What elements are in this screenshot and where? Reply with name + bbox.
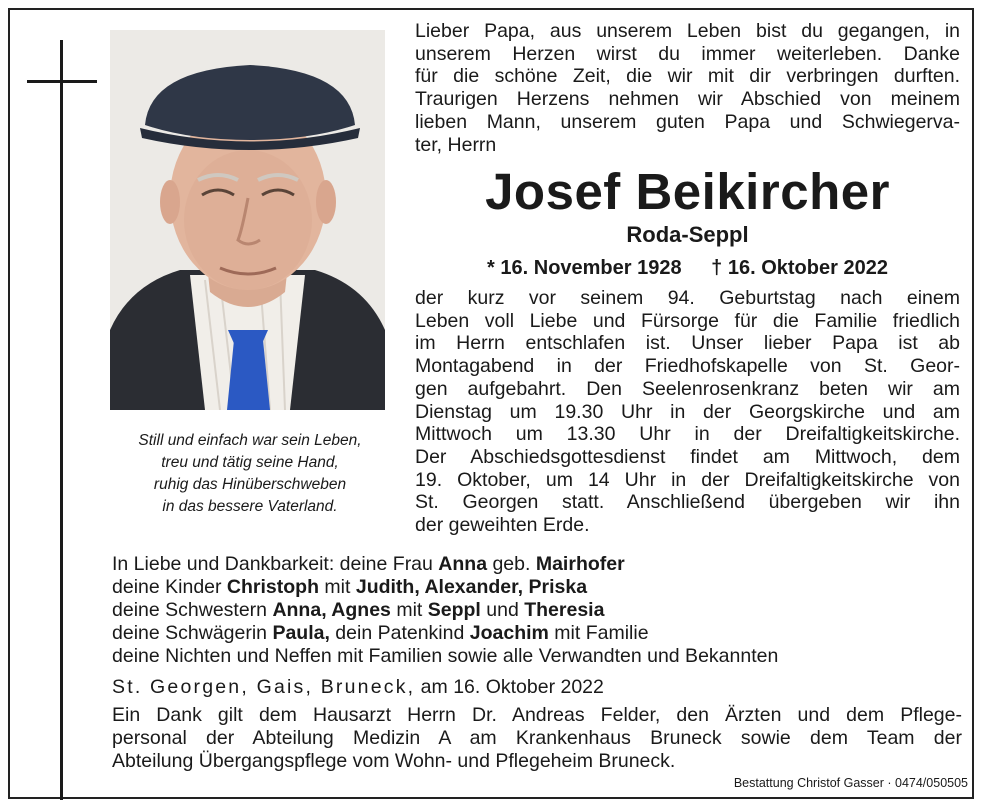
place-and-date bbox=[112, 676, 604, 699]
family-text: mit bbox=[390, 599, 428, 621]
family-line: deine Nichten und Neffen mit Familien sowie alle Verwandten und Bekannten bbox=[112, 645, 779, 667]
deceased-name: Josef Beikircher bbox=[485, 163, 890, 220]
family-text: deine Schwestern bbox=[112, 599, 273, 621]
family-line bbox=[112, 553, 962, 576]
poem-line: in das bessere Vaterland. bbox=[162, 498, 338, 515]
body-line: gen aufgebahrt. Den Seelenrosenkranz beten wir am bbox=[415, 377, 960, 400]
cross-icon bbox=[60, 40, 63, 800]
thanks-text bbox=[112, 704, 962, 773]
family-list bbox=[112, 553, 962, 668]
cross-icon-bar bbox=[27, 80, 97, 83]
body-line: Dienstag um 19.30 Uhr in der Georgskirche und am bbox=[415, 400, 960, 423]
thanks-line: Ein Dank gilt dem Hausarzt Herrn Dr. Andreas Felder, den Ärzten und dem Pflege- bbox=[112, 704, 962, 726]
body-line: im Herrn entschlafen ist. Unser lieber Papa ist ab bbox=[415, 332, 960, 355]
family-name: Anna, Agnes bbox=[272, 599, 391, 621]
body-line: 19. Oktober, um 14 Uhr in der Dreifaltigkeitskirche von bbox=[415, 468, 960, 491]
intro-line: unserem Herzen wirst du immer weiterleben. Danke bbox=[415, 42, 960, 65]
family-text: geb. bbox=[487, 553, 536, 575]
family-name: Paula, bbox=[272, 622, 330, 644]
family-name: Theresia bbox=[524, 599, 605, 621]
family-name: Christoph bbox=[226, 576, 319, 598]
life-dates bbox=[415, 254, 960, 282]
deceased-nickname: Roda-Seppl bbox=[626, 222, 749, 247]
portrait-photo bbox=[110, 30, 385, 410]
poem-line: ruhig das Hinüberschweben bbox=[153, 476, 347, 493]
family-text: dein Patenkind bbox=[329, 622, 470, 644]
thanks-line: personal der Abteilung Medizin A am Krankenhaus Bruneck sowie dem Team der bbox=[112, 727, 962, 749]
family-text: mit bbox=[319, 576, 356, 598]
death-date: † 16. Oktober 2022 bbox=[711, 257, 888, 279]
family-text: In Liebe und Dankbarkeit: deine Frau bbox=[112, 553, 439, 575]
body-line: der geweihten Erde. bbox=[415, 514, 590, 537]
funeral-home-credit: Bestattung Christof Gasser · 0474/050505 bbox=[733, 776, 968, 790]
family-name: Mairhofer bbox=[535, 553, 625, 575]
family-line bbox=[112, 622, 962, 645]
body-line: Mittwoch um 13.30 Uhr in der Dreifaltigkeitskirche. bbox=[415, 423, 960, 446]
intro-line: Lieber Papa, aus unserem Leben bist du gegangen, in bbox=[415, 20, 960, 42]
thanks-line: Abteilung Übergangspflege vom Wohn- und Pflegeheim Bruneck. bbox=[112, 750, 676, 772]
family-text: deine Schwägerin bbox=[112, 622, 273, 644]
poem-line: Still und einfach war sein Leben, bbox=[138, 432, 362, 449]
portrait-illustration bbox=[110, 30, 385, 410]
family-name: Anna bbox=[438, 553, 488, 575]
family-line bbox=[112, 599, 962, 622]
announcement-text bbox=[415, 287, 960, 537]
place-names: St. Georgen, Gais, Bruneck, bbox=[112, 676, 416, 698]
memorial-poem bbox=[100, 430, 400, 518]
body-line: Montagabend in der Friedhofskapelle von St. Geor- bbox=[415, 355, 960, 378]
poem-line: treu und tätig seine Hand, bbox=[161, 454, 339, 471]
family-name: Judith, Alexander, Priska bbox=[355, 576, 588, 598]
intro-line: lieben Mann, unserem guten Papa und Schwiegerva- bbox=[415, 110, 960, 133]
notice-date: am 16. Oktober 2022 bbox=[415, 676, 604, 698]
body-line: Leben voll Liebe und Fürsorge für die Familie friedlich bbox=[415, 309, 960, 332]
family-text: mit Familie bbox=[548, 622, 649, 644]
intro-text bbox=[415, 20, 960, 156]
intro-line: Traurigen Herzens nehmen wir Abschied von meinem bbox=[415, 88, 960, 111]
body-line: Der Abschiedsgottesdienst findet am Mittwoch, dem bbox=[415, 445, 960, 468]
family-text: und bbox=[480, 599, 525, 621]
family-name: Seppl bbox=[427, 599, 481, 621]
family-name: Joachim bbox=[469, 622, 549, 644]
family-line bbox=[112, 576, 962, 599]
body-line: St. Georgen statt. Anschließend übergeben wir ihn bbox=[415, 491, 960, 514]
intro-line: ter, Herrn bbox=[415, 133, 497, 156]
birth-date: * 16. November 1928 bbox=[487, 257, 682, 279]
intro-line: für die schöne Zeit, die wir mit dir verbringen durften. bbox=[415, 65, 960, 88]
family-text: deine Kinder bbox=[112, 576, 227, 598]
body-line: der kurz vor seinem 94. Geburtstag nach einem bbox=[415, 287, 960, 309]
